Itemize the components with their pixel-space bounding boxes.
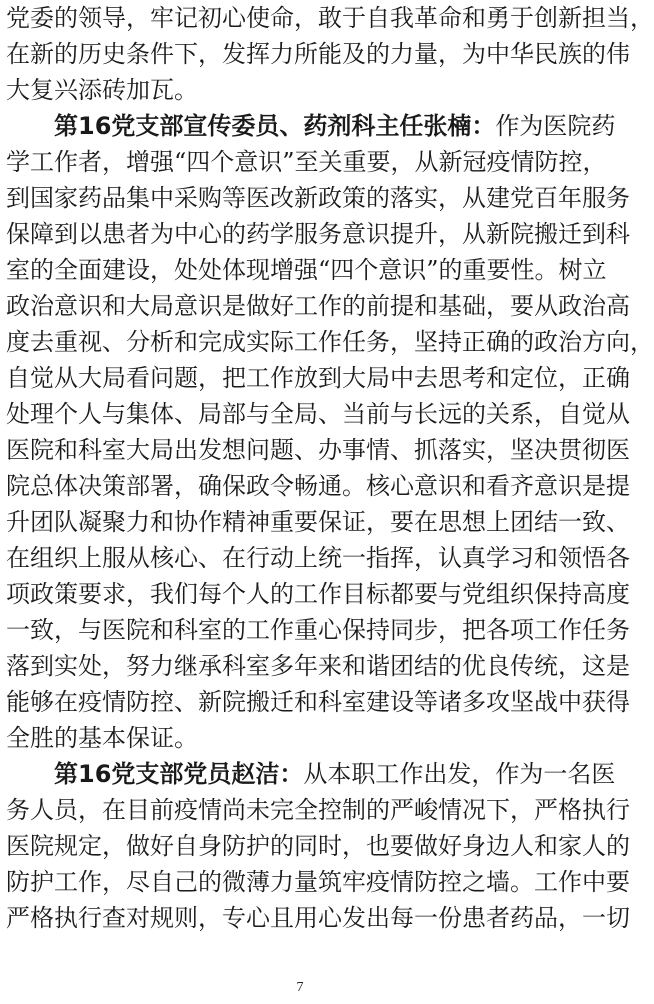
text-line: 保障到以患者为中心的药学服务意识提升，从新院搬迁到科 (6, 220, 630, 248)
text-line: 务人员，在目前疫情尚未完全控制的严峻情况下，严格执行 (6, 796, 630, 824)
speaker-name: 第16党支部宣传委员、药剂科主任张楠： (54, 112, 496, 140)
text-line: 防护工作，尽自己的微薄力量筑牢疫情防控之墙。工作中要 (6, 868, 630, 896)
text-line: 医院规定，做好自身防护的同时，也要做好身边人和家人的 (6, 832, 630, 860)
text-line: 在组织上服从核心、在行动上统一指挥，认真学习和领悟各 (6, 544, 630, 572)
text-run: 从本职工作出发，作为一名医 (303, 760, 616, 788)
text-line: 室的全面建设，处处体现增强“四个意识”的重要性。树立 (6, 256, 607, 284)
text-line: 严格执行查对规则，专心且用心发出每一份患者药品，一切 (6, 904, 630, 932)
text-line: 在新的历史条件下，发挥力所能及的力量，为中华民族的伟 (6, 40, 630, 68)
text-line: 一致，与医院和科室的工作重心保持同步，把各项工作任务 (6, 616, 630, 644)
text-line: 升团队凝聚力和协作精神重要保证，要在思想上团结一致、 (6, 508, 630, 536)
text-line: 项政策要求，我们每个人的工作目标都要与党组织保持高度 (6, 580, 630, 608)
text-line: 大复兴添砖加瓦。 (6, 76, 198, 104)
text-line: 自觉从大局看问题，把工作放到大局中去思考和定位，正确 (6, 364, 630, 392)
text-line: 能够在疫情防控、新院搬迁和科室建设等诸多攻坚战中获得 (6, 688, 630, 716)
text-line (6, 108, 616, 144)
paragraph (6, 108, 654, 756)
text-line: 学工作者，增强“四个意识”至关重要，从新冠疫情防控， (6, 148, 607, 176)
text-line (6, 756, 616, 792)
text-line: 处理个人与集体、局部与全局、当前与长远的关系，自觉从 (6, 400, 630, 428)
text-line: 度去重视、分析和完成实际工作任务，坚持正确的政治方向， (6, 328, 654, 356)
paragraph (6, 756, 630, 936)
text-line: 全胜的基本保证。 (6, 724, 198, 752)
text-line: 党委的领导，牢记初心使命，敢于自我革命和勇于创新担当， (6, 4, 654, 32)
text-line: 到国家药品集中采购等医改新政策的落实，从建党百年服务 (6, 184, 630, 212)
text-line: 院总体决策部署，确保政令畅通。核心意识和看齐意识是提 (6, 472, 630, 500)
text-run: 作为医院药 (495, 112, 616, 140)
text-line: 落到实处，努力继承科室多年来和谐团结的优良传统，这是 (6, 652, 630, 680)
page-number: 7 (296, 980, 304, 995)
body-text (6, 0, 654, 936)
text-line: 医院和科室大局出发想问题、办事情、抓落实，坚决贯彻医 (6, 436, 630, 464)
speaker-name: 第16党支部党员赵洁： (54, 760, 304, 788)
text-line: 政治意识和大局意识是做好工作的前提和基础，要从政治高 (6, 292, 630, 320)
paragraph (6, 0, 654, 108)
